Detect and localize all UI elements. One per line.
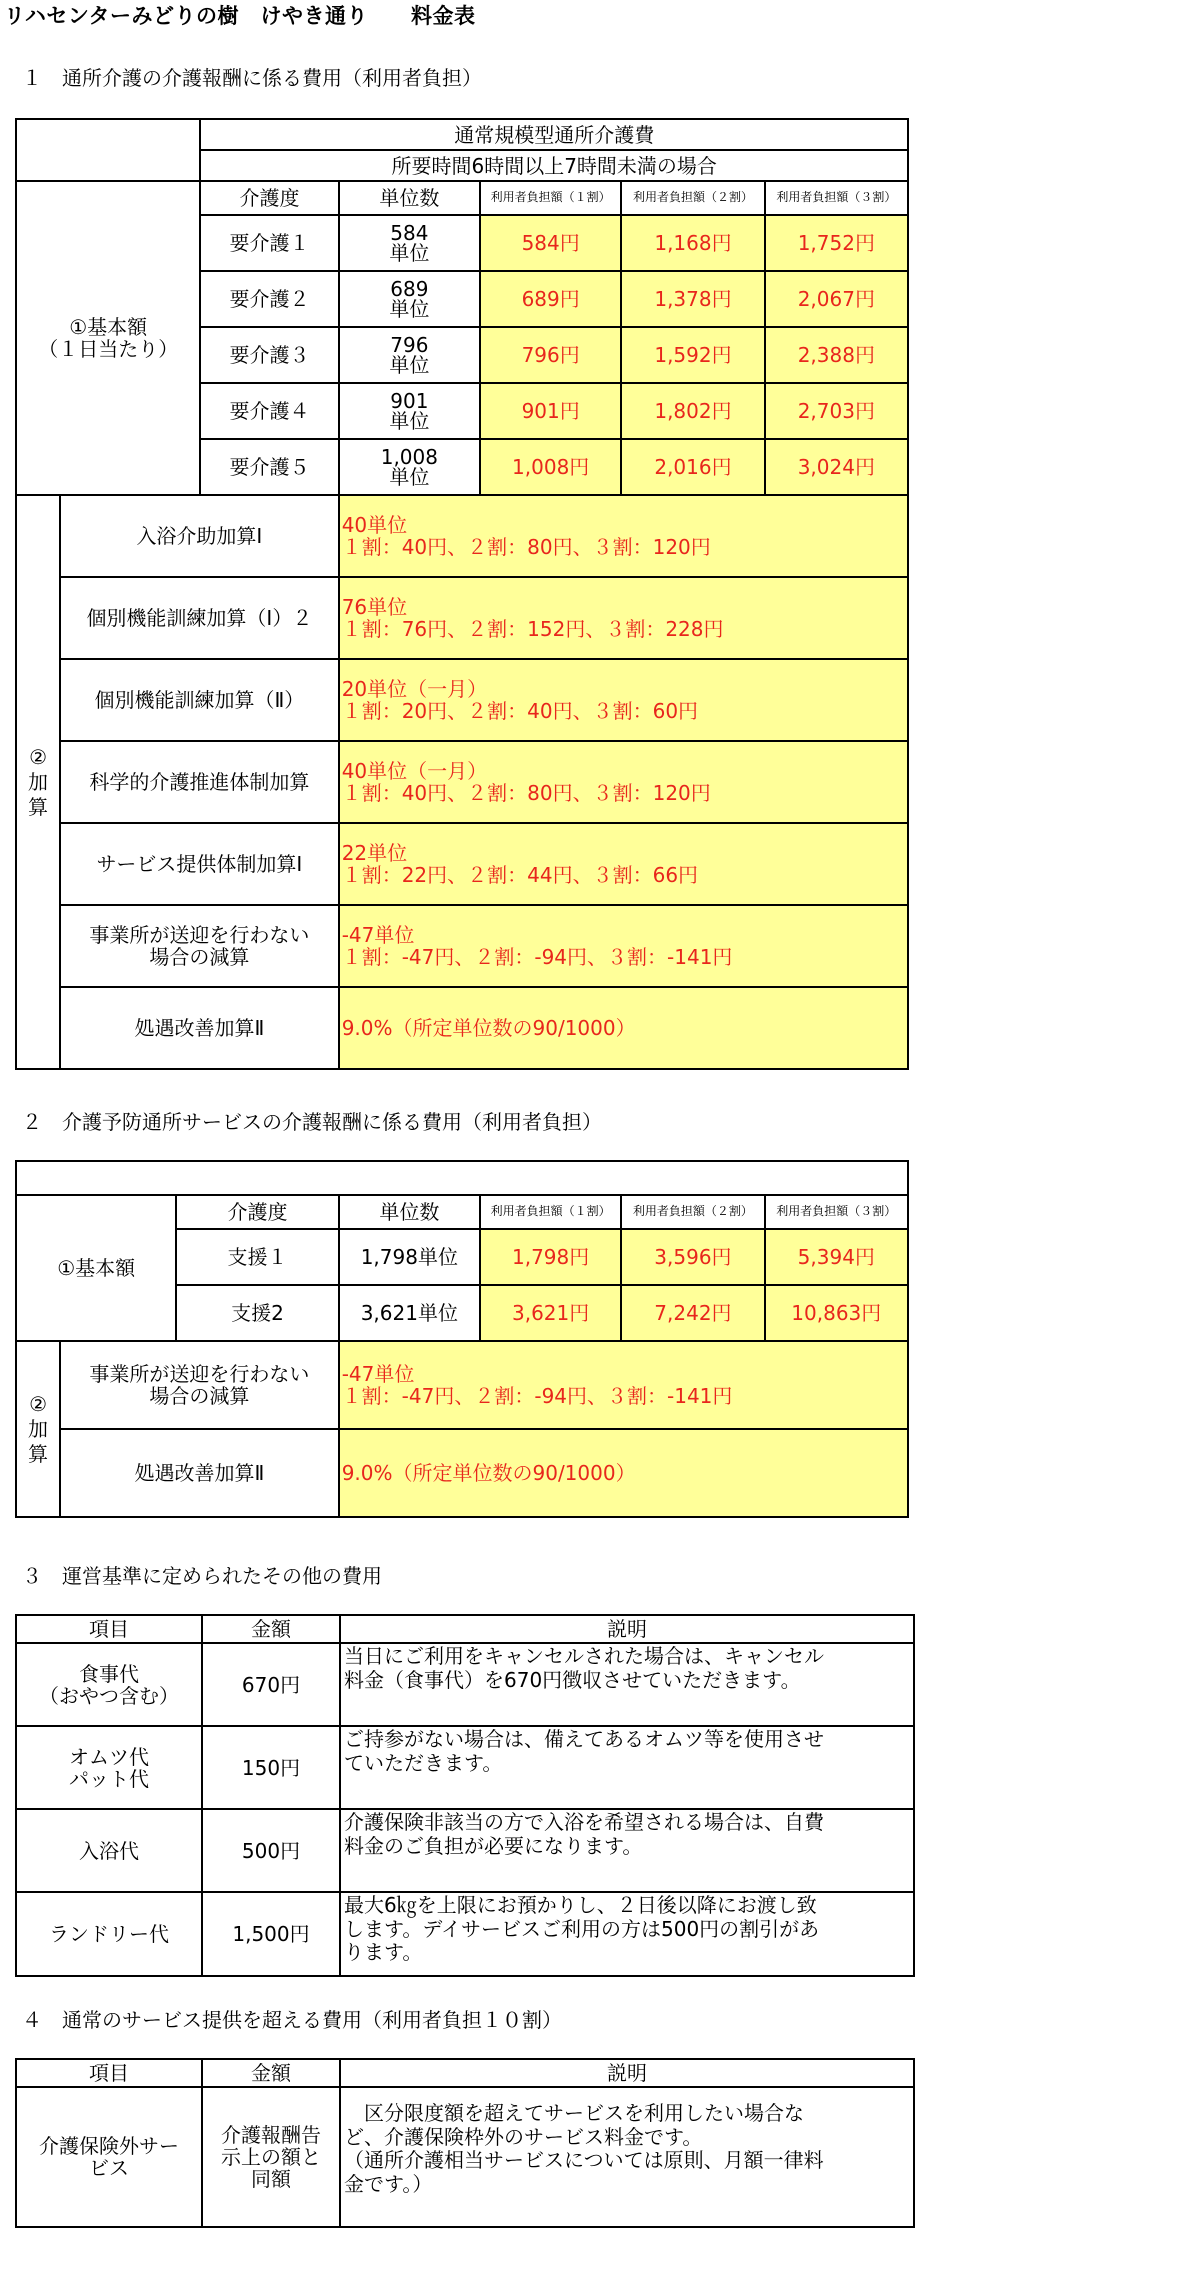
header-service-type: 通常規模型通所介護費 [200, 119, 908, 150]
col-header-pay-1: 利用者負担額（１割） [480, 1195, 621, 1229]
item-amount: 150円 [202, 1726, 340, 1809]
item-amount: 670円 [202, 1643, 340, 1726]
addition-value: 40単位 １割：40円、２割：80円、３割：120円 [339, 495, 908, 577]
addition-label: ② 加 算 [16, 1341, 60, 1517]
pay-3: 10,863円 [765, 1285, 908, 1341]
table-row [16, 1429, 908, 1517]
pay-1: 796円 [480, 327, 621, 383]
addition-name: 処遇改善加算Ⅱ [60, 987, 339, 1069]
table-row [16, 1809, 914, 1892]
corner-cell [16, 119, 200, 181]
item-description: ご持参がない場合は、備えてあるオムツ等を使用させ ていただきます。 [340, 1726, 914, 1809]
table-row [16, 1341, 908, 1429]
addition-value: -47単位 １割：-47円、２割：-94円、３割：-141円 [339, 1341, 908, 1429]
care-level: 要介護５ [200, 439, 338, 495]
unit-count: 584 単位 [339, 215, 480, 271]
item-name: 介護保険外サー ビス [16, 2087, 202, 2227]
pay-1: 1,008円 [480, 439, 621, 495]
col-header-description: 説明 [340, 1615, 914, 1643]
unit-count: 796 単位 [339, 327, 480, 383]
base-amount-label: ①基本額 [16, 1195, 176, 1341]
pay-1: 901円 [480, 383, 621, 439]
table-row [16, 495, 908, 577]
base-amount-label: ①基本額 （１日当たり） [16, 181, 200, 495]
item-description: 当日にご利用をキャンセルされた場合は、キャンセル 料金（食事代）を670円徴収させていただきます。 [340, 1643, 914, 1726]
care-level: 支援2 [176, 1285, 338, 1341]
pay-2: 1,592円 [621, 327, 764, 383]
unit-count: 689 単位 [339, 271, 480, 327]
pay-2: 1,378円 [621, 271, 764, 327]
addition-name: 事業所が送迎を行わない 場合の減算 [60, 1341, 339, 1429]
pay-1: 689円 [480, 271, 621, 327]
section-4-heading: ４ 通常のサービス提供を超える費用（利用者負担１０割） [22, 2008, 562, 2032]
col-header-pay-2: 利用者負担額（２割） [621, 181, 764, 215]
col-header-level: 介護度 [176, 1195, 338, 1229]
pay-1: 584円 [480, 215, 621, 271]
col-header-units: 単位数 [339, 1195, 480, 1229]
item-description: 最大6㎏を上限にお預かりし、２日後以降にお渡し致 します。デイサービスご利用の方は500円の割引があ ります。 [340, 1892, 914, 1976]
item-name: 入浴代 [16, 1809, 202, 1892]
addition-name: 入浴介助加算Ⅰ [60, 495, 339, 577]
addition-value: 22単位 １割：22円、２割：44円、３割：66円 [339, 823, 908, 905]
section-1-table [15, 118, 909, 1070]
unit-count: 901 単位 [339, 383, 480, 439]
pay-3: 2,067円 [765, 271, 908, 327]
pay-2: 3,596円 [621, 1229, 764, 1285]
addition-name: 事業所が送迎を行わない 場合の減算 [60, 905, 339, 987]
pay-2: 2,016円 [621, 439, 764, 495]
addition-value: 76単位 １割：76円、２割：152円、３割：228円 [339, 577, 908, 659]
col-header-pay-3: 利用者負担額（３割） [765, 181, 908, 215]
table-row [16, 577, 908, 659]
table-row [16, 659, 908, 741]
empty-header [16, 1161, 908, 1195]
pay-3: 1,752円 [765, 215, 908, 271]
section-2-table [15, 1160, 909, 1518]
table-row [16, 1643, 914, 1726]
addition-label: ② 加 算 [16, 495, 60, 1069]
pay-3: 5,394円 [765, 1229, 908, 1285]
section-3-heading: ３ 運営基準に定められたその他の費用 [22, 1564, 382, 1588]
pay-3: 2,703円 [765, 383, 908, 439]
table-row [16, 2087, 914, 2227]
table-row [16, 823, 908, 905]
col-header-units: 単位数 [339, 181, 480, 215]
table-row [16, 741, 908, 823]
care-level: 支援１ [176, 1229, 338, 1285]
col-header-item: 項目 [16, 2059, 202, 2087]
section-3-table [15, 1614, 915, 1977]
pay-2: 1,168円 [621, 215, 764, 271]
unit-count: 1,008 単位 [339, 439, 480, 495]
col-header-level: 介護度 [200, 181, 338, 215]
item-name: ランドリー代 [16, 1892, 202, 1976]
addition-name: 科学的介護推進体制加算 [60, 741, 339, 823]
pay-2: 1,802円 [621, 383, 764, 439]
care-level: 要介護１ [200, 215, 338, 271]
section-2-heading: ２ 介護予防通所サービスの介護報酬に係る費用（利用者負担） [22, 1110, 602, 1134]
item-description: 区分限度額を超えてサービスを利用したい場合な ど、介護保険枠外のサービス料金です。 （通所介護相当サービスについては原則、月額一律料 金です。） [340, 2087, 914, 2227]
section-4-table [15, 2058, 915, 2228]
col-header-item: 項目 [16, 1615, 202, 1643]
col-header-pay-1: 利用者負担額（１割） [480, 181, 621, 215]
pay-2: 7,242円 [621, 1285, 764, 1341]
col-header-pay-3: 利用者負担額（３割） [765, 1195, 908, 1229]
addition-name: 処遇改善加算Ⅱ [60, 1429, 339, 1517]
col-header-pay-2: 利用者負担額（２割） [621, 1195, 764, 1229]
unit-count: 1,798単位 [339, 1229, 480, 1285]
addition-value: -47単位 １割：-47円、２割：-94円、３割：-141円 [339, 905, 908, 987]
col-header-amount: 金額 [202, 1615, 340, 1643]
item-amount: 500円 [202, 1809, 340, 1892]
item-description: 介護保険非該当の方で入浴を希望される場合は、自費 料金のご負担が必要になります。 [340, 1809, 914, 1892]
unit-count: 3,621単位 [339, 1285, 480, 1341]
page-title: リハセンターみどりの樹 けやき通り 料金表 [4, 4, 476, 28]
table-row [16, 987, 908, 1069]
pay-1: 3,621円 [480, 1285, 621, 1341]
table-row [16, 1892, 914, 1976]
addition-name: サービス提供体制加算Ⅰ [60, 823, 339, 905]
pay-3: 2,388円 [765, 327, 908, 383]
addition-value: 20単位（一月） １割：20円、２割：40円、３割：60円 [339, 659, 908, 741]
addition-value: 40単位（一月） １割：40円、２割：80円、３割：120円 [339, 741, 908, 823]
addition-name: 個別機能訓練加算（Ⅰ）２ [60, 577, 339, 659]
item-amount: 介護報酬告 示上の額と 同額 [202, 2087, 340, 2227]
section-1-heading: １ 通所介護の介護報酬に係る費用（利用者負担） [22, 66, 482, 90]
item-amount: 1,500円 [202, 1892, 340, 1976]
addition-name: 個別機能訓練加算（Ⅱ） [60, 659, 339, 741]
col-header-description: 説明 [340, 2059, 914, 2087]
addition-value: 9.0%（所定単位数の90/1000） [339, 1429, 908, 1517]
addition-value: 9.0%（所定単位数の90/1000） [339, 987, 908, 1069]
pay-1: 1,798円 [480, 1229, 621, 1285]
care-level: 要介護２ [200, 271, 338, 327]
item-name: 食事代 （おやつ含む） [16, 1643, 202, 1726]
care-level: 要介護３ [200, 327, 338, 383]
table-row [16, 905, 908, 987]
table-row [16, 1726, 914, 1809]
item-name: オムツ代 パット代 [16, 1726, 202, 1809]
care-level: 要介護４ [200, 383, 338, 439]
col-header-amount: 金額 [202, 2059, 340, 2087]
header-duration: 所要時間6時間以上7時間未満の場合 [200, 150, 908, 181]
pay-3: 3,024円 [765, 439, 908, 495]
